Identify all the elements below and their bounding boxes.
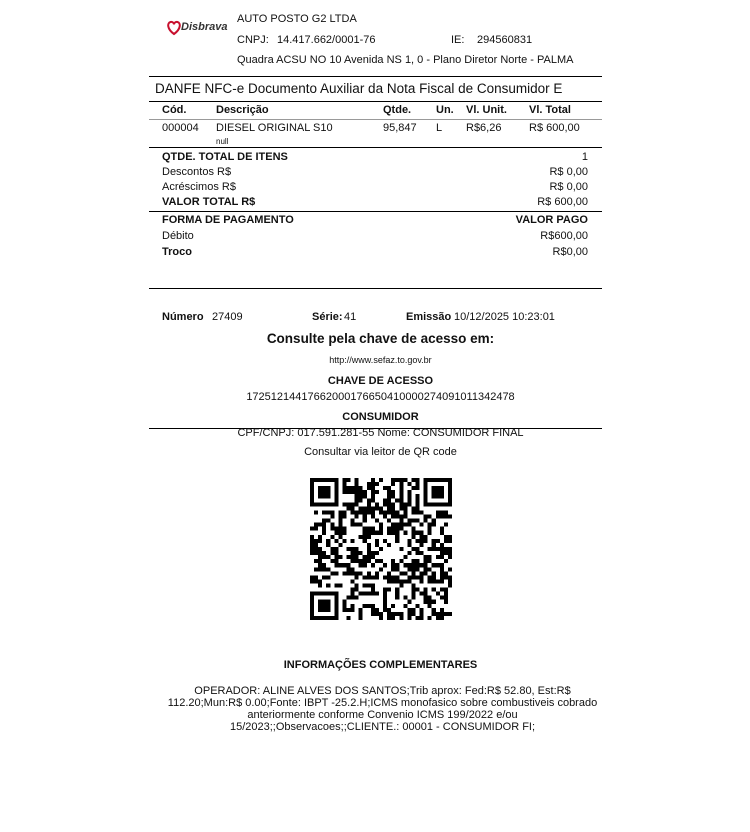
col-header-total: Vl. Total xyxy=(529,104,571,116)
addition-label: Acréscimos R$ xyxy=(162,181,236,193)
item-unit: L xyxy=(436,122,443,134)
change-label: Troco xyxy=(162,246,192,258)
invoice-number: 27409 xyxy=(212,311,243,323)
company-logo xyxy=(166,18,226,36)
col-header-code: Cód. xyxy=(162,104,187,116)
col-header-description: Descrição xyxy=(216,104,269,116)
item-code: 000004 xyxy=(162,122,199,134)
payment-method-header: FORMA DE PAGAMENTO xyxy=(162,214,294,226)
consumer-label: CONSUMIDOR xyxy=(342,411,419,423)
company-address: Quadra ACSU NO 10 Avenida NS 1, 0 - Plano Diretor Norte - PALMA xyxy=(237,54,574,66)
col-header-qty: Qtde. xyxy=(383,104,412,116)
divider xyxy=(149,211,602,212)
consult-heading: Consulte pela chave de acesso em: xyxy=(266,331,495,346)
complementary-text: OPERADOR: ALINE ALVES DOS SANTOS;Trib aprox: Fed:R$ 52.80, Est:R$ 112.20;Mun:R$ 0.00;Fonte: IBPT -25.2.H;ICMS monofasico sobre combustiveis cobrado anteriormente conforme Convenio ICMS 199/2022 e/ou 15/2023;;Observacoes;;CLIENTE.: 00001 - CONSUMIDOR FI; xyxy=(167,685,598,733)
ie-value: 294560831 xyxy=(477,34,533,46)
total-label: VALOR TOTAL R$ xyxy=(162,196,256,208)
item-total: R$ 600,00 xyxy=(529,122,580,134)
invoice-series-label: Série: xyxy=(312,311,343,323)
invoice-emission-label: Emissão xyxy=(406,311,452,323)
col-header-unit: Un. xyxy=(436,104,454,116)
invoice-series: 41 xyxy=(344,311,357,323)
invoice-emission: 10/12/2025 10:23:01 xyxy=(454,311,555,323)
payment-paid-header: VALOR PAGO xyxy=(515,214,588,226)
item-qty: 95,847 xyxy=(383,122,417,134)
ie-label: IE: xyxy=(451,34,465,46)
item-unit-price: R$6,26 xyxy=(466,122,502,134)
qty-total-value: 1 xyxy=(581,151,588,163)
col-header-unit-price: Vl. Unit. xyxy=(466,104,507,116)
discount-label: Descontos R$ xyxy=(162,166,232,178)
invoice-number-label: Número xyxy=(162,311,204,323)
divider xyxy=(149,288,602,289)
qr-code xyxy=(310,478,452,620)
payment-paid: R$600,00 xyxy=(540,230,588,242)
company-name: AUTO POSTO G2 LTDA xyxy=(237,13,357,25)
total-value: R$ 600,00 xyxy=(537,196,588,208)
logo-text: Disbrava xyxy=(181,21,228,33)
document-title: DANFE NFC-e Documento Auxiliar da Nota Fiscal de Consumidor E xyxy=(155,81,563,96)
qty-total-label: QTDE. TOTAL DE ITENS xyxy=(162,151,288,163)
access-key-label: CHAVE DE ACESSO xyxy=(327,375,434,387)
complementary-label: INFORMAÇÕES COMPLEMENTARES xyxy=(283,659,478,671)
addition-value: R$ 0,00 xyxy=(549,181,588,193)
consult-url: http://www.sefaz.to.gov.br xyxy=(329,355,432,365)
change-value: R$0,00 xyxy=(552,246,588,258)
divider xyxy=(149,147,602,148)
discount-value: R$ 0,00 xyxy=(549,166,588,178)
item-extra: null xyxy=(216,137,229,146)
item-description: DIESEL ORIGINAL S10 xyxy=(216,122,333,134)
cnpj-label: CNPJ: xyxy=(237,34,269,46)
divider xyxy=(149,76,602,77)
access-key: 17251214417662000176650410000274091011342478 xyxy=(246,391,515,403)
qr-hint: Consultar via leitor de QR code xyxy=(304,446,457,458)
cnpj-value: 14.417.662/0001-76 xyxy=(277,34,376,46)
divider xyxy=(149,101,602,102)
divider xyxy=(149,119,602,120)
consumer-info: CPF/CNPJ: 017.591.281-55 Nome: CONSUMIDOR FINAL xyxy=(237,427,524,439)
payment-method: Débito xyxy=(162,230,194,242)
